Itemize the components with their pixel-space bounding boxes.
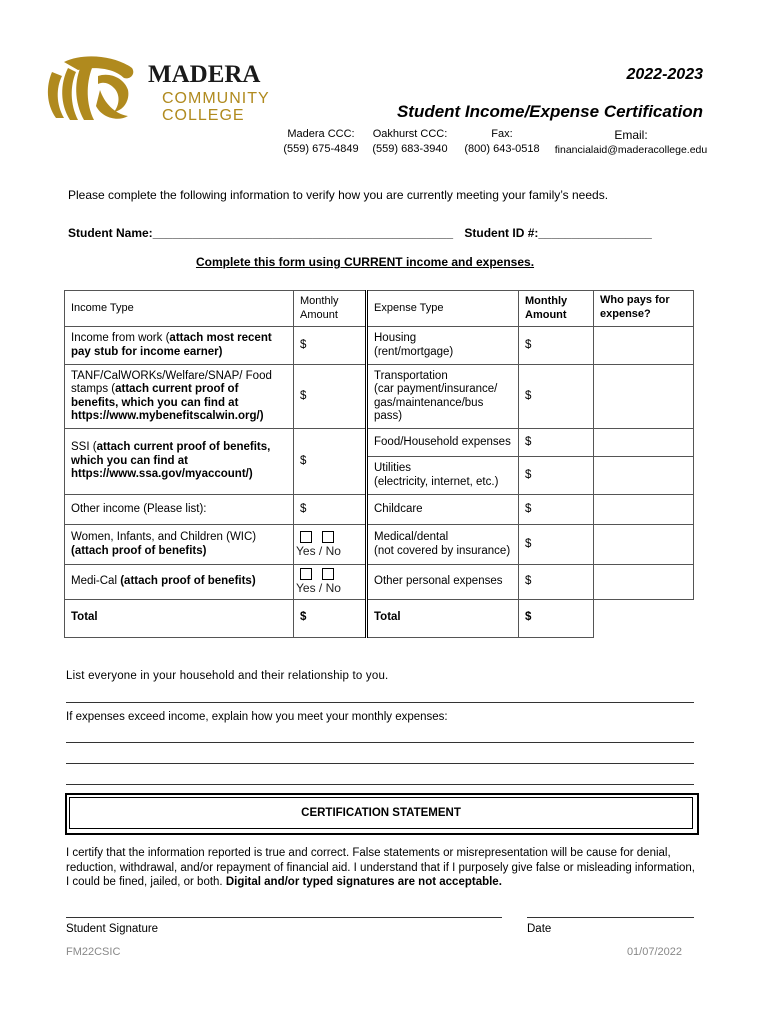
income-tanf-note: attach current proof of benefits, which you can find at https://www.mybenefitscalwin.org/)	[71, 383, 264, 422]
contact-fax	[458, 128, 546, 155]
contact-label: Madera CCC:	[287, 128, 355, 140]
expense-food-who[interactable]	[594, 429, 694, 457]
income-medical-text: Medi-Cal	[71, 575, 121, 587]
expense-utilities-sub: (electricity, internet, etc.)	[374, 475, 499, 488]
expense-total-amount[interactable]: $	[519, 599, 594, 637]
income-medical	[65, 565, 294, 600]
no-checkbox[interactable]	[322, 568, 334, 580]
signature-label: Student Signature	[66, 923, 159, 935]
no-checkbox[interactable]	[322, 531, 334, 543]
expense-childcare: Childcare	[367, 495, 519, 525]
table-row	[65, 525, 694, 565]
header-expense-type: Expense Type	[367, 291, 519, 327]
header-monthly-amount-expense: Monthly Amount	[519, 291, 594, 327]
student-info-row	[68, 226, 652, 240]
income-medical-note: (attach proof of benefits)	[120, 575, 256, 587]
explain-label: If expenses exceed income, explain how you meet your monthly expenses:	[66, 711, 448, 723]
header-monthly-amount: Monthly Amount	[294, 291, 367, 327]
student-name-label: Student Name:	[68, 226, 153, 240]
date-line[interactable]	[527, 917, 694, 918]
income-work-text: Income from work (	[71, 332, 170, 344]
complete-note: Complete this form using CURRENT income and expenses.	[195, 255, 535, 269]
header-income-type: Income Type	[65, 291, 294, 327]
date-label: Date	[527, 923, 552, 935]
expense-transportation-label: Transportation	[374, 369, 448, 382]
expense-other: Other personal expenses	[367, 565, 519, 600]
income-wic	[65, 525, 294, 565]
expense-utilities	[367, 457, 519, 495]
empty-cell	[594, 599, 694, 637]
expense-food-amount[interactable]: $	[519, 429, 594, 457]
income-work	[65, 327, 294, 365]
footer-date: 01/07/2022	[626, 946, 682, 958]
certification-text	[66, 846, 698, 890]
footer-form-code: FM22CSIC	[66, 946, 121, 958]
expense-housing-sub: (rent/mortgage)	[374, 345, 454, 358]
certification-heading: CERTIFICATION STATEMENT	[69, 797, 693, 829]
contact-value: (559) 683-3940	[372, 143, 448, 155]
table-row	[65, 365, 694, 429]
expense-medical-who[interactable]	[594, 525, 694, 565]
college-logo	[44, 54, 269, 126]
header-who-pays: Who pays for expense?	[594, 291, 694, 327]
household-label: List everyone in your household and their relationship to you.	[66, 670, 389, 682]
income-wic-yesno	[294, 525, 367, 565]
expense-total-label: Total	[367, 599, 519, 637]
expense-transportation	[367, 365, 519, 429]
yes-no-label: Yes / No	[296, 581, 341, 595]
form-title: Student Income/Expense Certification	[396, 102, 703, 121]
logo-text-college: COLLEGE	[162, 107, 245, 124]
expense-housing-label: Housing	[374, 332, 417, 344]
student-id-field[interactable]: _________________	[538, 226, 652, 240]
income-tanf	[65, 365, 294, 429]
contact-value[interactable]: financialaid@maderacollege.edu	[554, 144, 708, 156]
contact-label: Email:	[614, 128, 648, 142]
academic-year: 2022-2023	[626, 66, 703, 83]
contact-value: (800) 643-0518	[464, 143, 540, 155]
explain-line[interactable]	[66, 742, 694, 743]
explain-line[interactable]	[66, 763, 694, 764]
income-wic-text: Women, Infants, and Children (WIC)	[71, 531, 257, 543]
income-total-amount[interactable]: $	[294, 599, 367, 637]
expense-medical-label: Medical/dental	[374, 531, 449, 543]
expense-housing-amount[interactable]: $	[519, 327, 594, 365]
table-row	[65, 565, 694, 600]
expense-transportation-amount[interactable]: $	[519, 365, 594, 429]
income-other: Other income (Please list):	[65, 495, 294, 525]
contact-oakhurst	[368, 128, 452, 155]
income-work-amount[interactable]: $	[294, 327, 367, 365]
income-ssi-note: attach current proof of benefits, which you can find at https://www.ssa.gov/myaccount/)	[71, 441, 271, 481]
student-name-field[interactable]: _____________________________________________	[152, 226, 454, 240]
signature-line[interactable]	[66, 917, 502, 918]
contact-value: (559) 675-4849	[283, 143, 359, 155]
income-medical-yesno	[294, 565, 367, 600]
yes-checkbox[interactable]	[300, 568, 312, 580]
college-logo-mark	[44, 54, 269, 126]
expense-housing	[367, 327, 519, 365]
contact-madera	[279, 128, 363, 155]
logo-text-madera: MADERA	[148, 61, 261, 88]
expense-housing-who[interactable]	[594, 327, 694, 365]
expense-medical-amount[interactable]: $	[519, 525, 594, 565]
certification-body: I certify that the information reported is true and correct. False statements or misrepresentation will be cause for denial, reduction, withdrawal, and/or repayment of financial aid. I understand that if I purposely give false or misleading information, I could be fined, jailed, or both.	[66, 847, 696, 888]
income-ssi	[65, 429, 294, 495]
income-wic-note: (attach proof of benefits)	[71, 544, 207, 557]
income-tanf-text: TANF/CalWORKs/Welfare/SNAP/ Food stamps (	[71, 369, 272, 395]
yes-no-label: Yes / No	[296, 543, 341, 558]
intro-text: Please complete the following information to verify how you are currently meeting your family’s needs.	[68, 188, 609, 202]
expense-food: Food/Household expenses	[367, 429, 519, 457]
contact-label: Fax:	[491, 128, 513, 140]
certification-warning: Digital and/or typed signatures are not acceptable.	[225, 876, 502, 888]
expense-transportation-sub: (car payment/insurance/ gas/maintenance/bus pass)	[374, 383, 498, 422]
expense-utilities-amount[interactable]: $	[519, 457, 594, 495]
table-total-row	[65, 599, 694, 637]
table-row	[65, 429, 694, 457]
contact-email	[553, 128, 709, 156]
expense-medical-sub: (not covered by insurance)	[374, 544, 511, 557]
expense-utilities-label: Utilities	[374, 462, 412, 474]
income-other-amount[interactable]: $	[294, 495, 367, 525]
income-ssi-amount[interactable]: $	[294, 429, 367, 495]
income-tanf-amount[interactable]: $	[294, 365, 367, 429]
income-expense-table	[64, 290, 694, 638]
expense-transportation-who[interactable]	[594, 365, 694, 429]
expense-other-who[interactable]	[594, 565, 694, 600]
table-row	[65, 495, 694, 525]
expense-childcare-who[interactable]	[594, 495, 694, 525]
student-id-label: Student ID #:	[464, 226, 539, 240]
expense-childcare-amount[interactable]: $	[519, 495, 594, 525]
expense-medical	[367, 525, 519, 565]
income-total-label: Total	[65, 599, 294, 637]
contact-label: Oakhurst CCC:	[372, 128, 448, 140]
expense-other-amount[interactable]: $	[519, 565, 594, 600]
logo-text-community: COMMUNITY	[162, 90, 269, 107]
explain-line[interactable]	[66, 784, 694, 785]
table-header-row	[65, 291, 694, 327]
yes-checkbox[interactable]	[300, 531, 312, 543]
expense-utilities-who[interactable]	[594, 457, 694, 495]
table-row	[65, 327, 694, 365]
household-line[interactable]	[66, 702, 694, 703]
income-ssi-text: SSI (	[71, 441, 97, 454]
income-work-note: attach most recent pay stub for income earner)	[71, 332, 272, 358]
